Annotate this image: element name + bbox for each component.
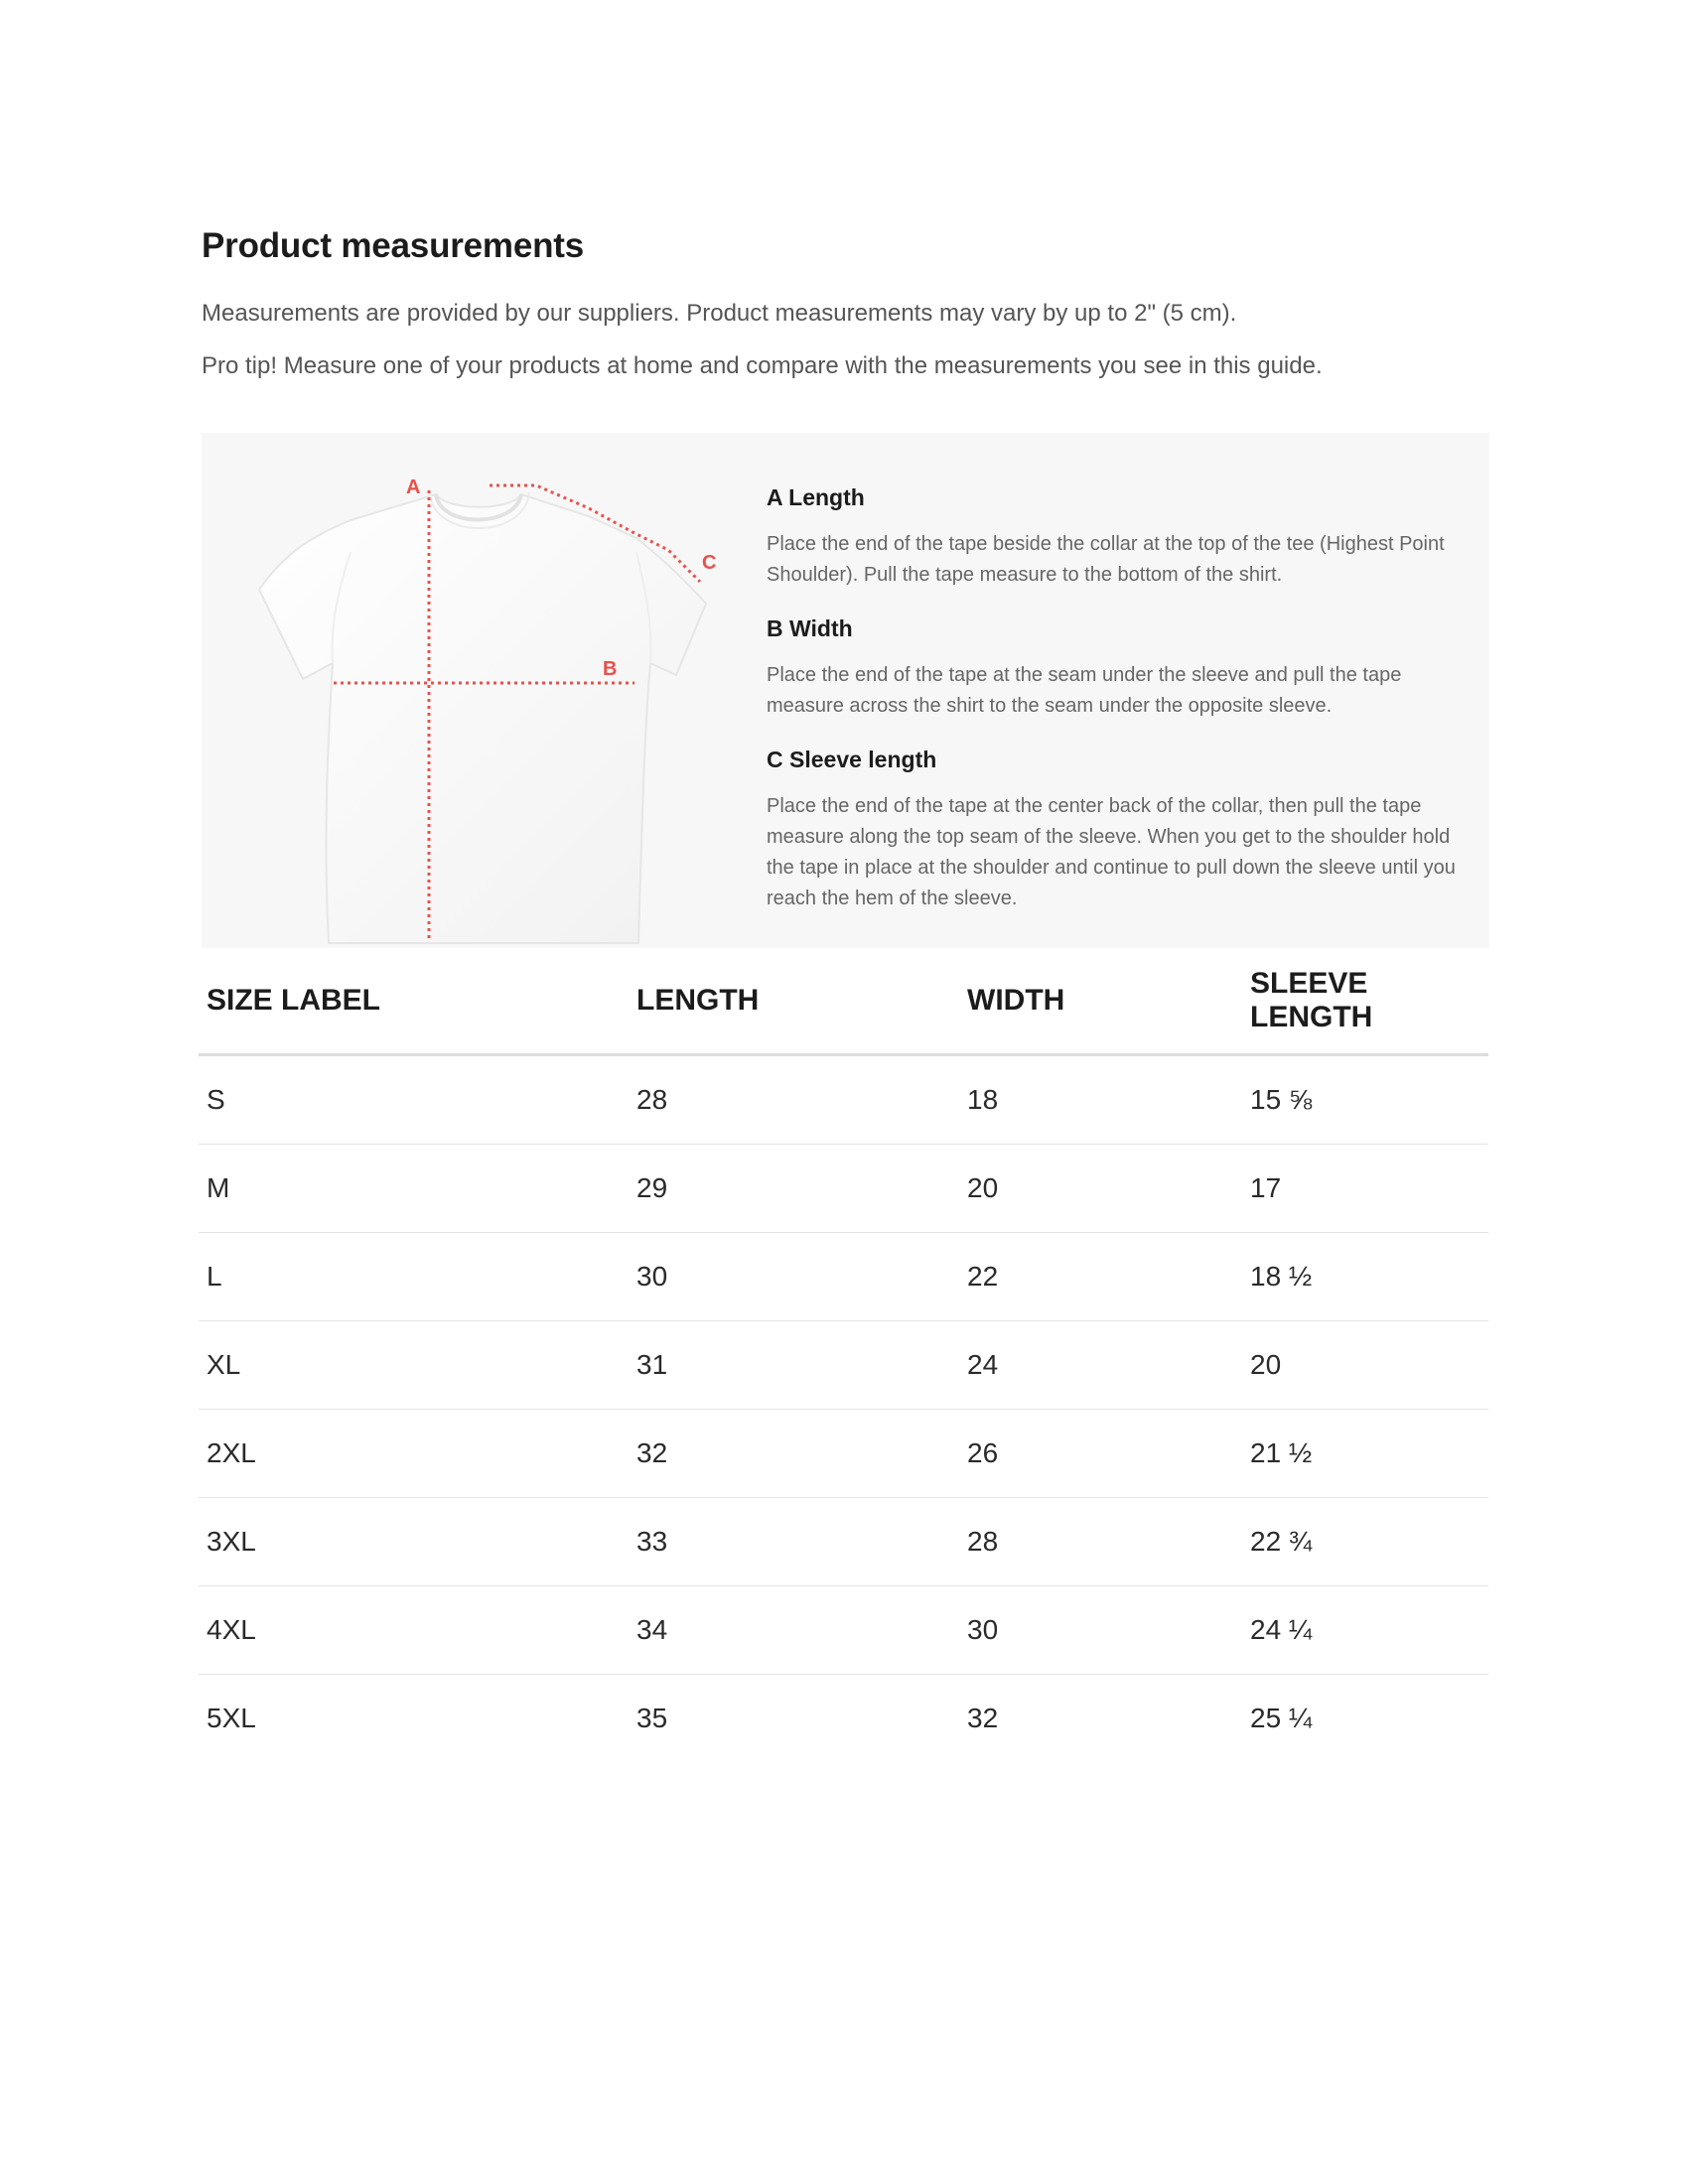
measurement-definitions [767, 484, 1481, 939]
label-c: C [702, 552, 717, 574]
table-row [199, 1410, 1488, 1498]
cell-sleeve-length: 17 [1242, 1145, 1488, 1233]
page-title: Product measurements [202, 226, 585, 265]
cell-sleeve-length: 21 ½ [1242, 1410, 1488, 1498]
header-length: LENGTH [629, 948, 959, 1055]
table-row [199, 1498, 1488, 1586]
cell-size: XL [199, 1321, 629, 1410]
intro-text-suppliers: Measurements are provided by our suppliers. Product measurements may vary by up to 2" (5 cm). [202, 300, 1237, 327]
header-size-label: SIZE LABEL [199, 948, 629, 1055]
cell-width: 24 [959, 1321, 1242, 1410]
cell-width: 32 [967, 1703, 999, 1733]
cell-length: 28 [629, 1055, 959, 1145]
cell-length: 32 [629, 1410, 959, 1498]
table-row [199, 1233, 1488, 1321]
definition-title-length: A Length [767, 484, 865, 510]
cell-sleeve-length: 22 ¾ [1242, 1498, 1488, 1586]
definition-text-width: Place the end of the tape at the seam under the sleeve and pull the tape measure across the shirt to the seam under the opposite sleeve. [767, 664, 1402, 717]
intro-text-pro-tip: Pro tip! Measure one of your products at home and compare with the measurements you see in this guide. [202, 352, 1323, 379]
table-row [199, 1321, 1488, 1410]
cell-sleeve-length: 18 ½ [1242, 1233, 1488, 1321]
cell-length: 29 [629, 1145, 959, 1233]
t-shirt-measurement-icon [202, 433, 738, 948]
cell-size: 3XL [199, 1498, 629, 1586]
cell-length: 33 [629, 1498, 959, 1586]
header-width: WIDTH [959, 948, 1242, 1055]
cell-width: 18 [959, 1055, 1242, 1145]
definition-title-width: B Width [767, 615, 853, 641]
cell-width: 26 [959, 1410, 1242, 1498]
table-row [199, 1586, 1488, 1675]
cell-size: 5XL [207, 1703, 256, 1733]
definition-text-length: Place the end of the tape beside the collar at the top of the tee (Highest Point Shoulder). Pull the tape measure to the bottom of the shirt. [767, 533, 1445, 586]
size-chart-table [199, 948, 1488, 1762]
label-b: B [603, 658, 618, 680]
cell-size: 2XL [199, 1410, 629, 1498]
cell-size: M [199, 1145, 629, 1233]
cell-length: 30 [629, 1233, 959, 1321]
cell-width: 20 [959, 1145, 1242, 1233]
definition-text-sleeve: Place the end of the tape at the center back of the collar, then pull the tape measure along the top seam of the sleeve. When you get to the shoulder hold the tape in place at the shoulder and continue to pull down the sleeve until you reach the hem of the sleeve. [767, 795, 1456, 909]
cell-sleeve-length: 20 [1242, 1321, 1488, 1410]
cell-length: 31 [629, 1321, 959, 1410]
measurement-guide-panel [202, 433, 1489, 948]
table-row [199, 1145, 1488, 1233]
header-sleeve-length: SLEEVE LENGTH [1242, 948, 1488, 1055]
table-header-row [199, 948, 1488, 1055]
cell-size: S [199, 1055, 629, 1145]
cell-length: 35 [636, 1703, 668, 1733]
definition-title-sleeve: C Sleeve length [767, 747, 937, 772]
cell-length: 34 [629, 1586, 959, 1675]
cell-width: 30 [959, 1586, 1242, 1675]
cell-size: L [199, 1233, 629, 1321]
cell-size: 4XL [199, 1586, 629, 1675]
table-row [199, 1675, 1488, 1763]
cell-sleeve-length: 15 ⅝ [1242, 1055, 1488, 1145]
table-row [199, 1055, 1488, 1145]
cell-width: 22 [959, 1233, 1242, 1321]
cell-width: 28 [959, 1498, 1242, 1586]
cell-sleeve-length: 25 ¼ [1250, 1703, 1313, 1733]
cell-sleeve-length: 24 ¼ [1242, 1586, 1488, 1675]
label-a: A [406, 477, 421, 498]
product-measurements-section [202, 226, 1489, 1762]
